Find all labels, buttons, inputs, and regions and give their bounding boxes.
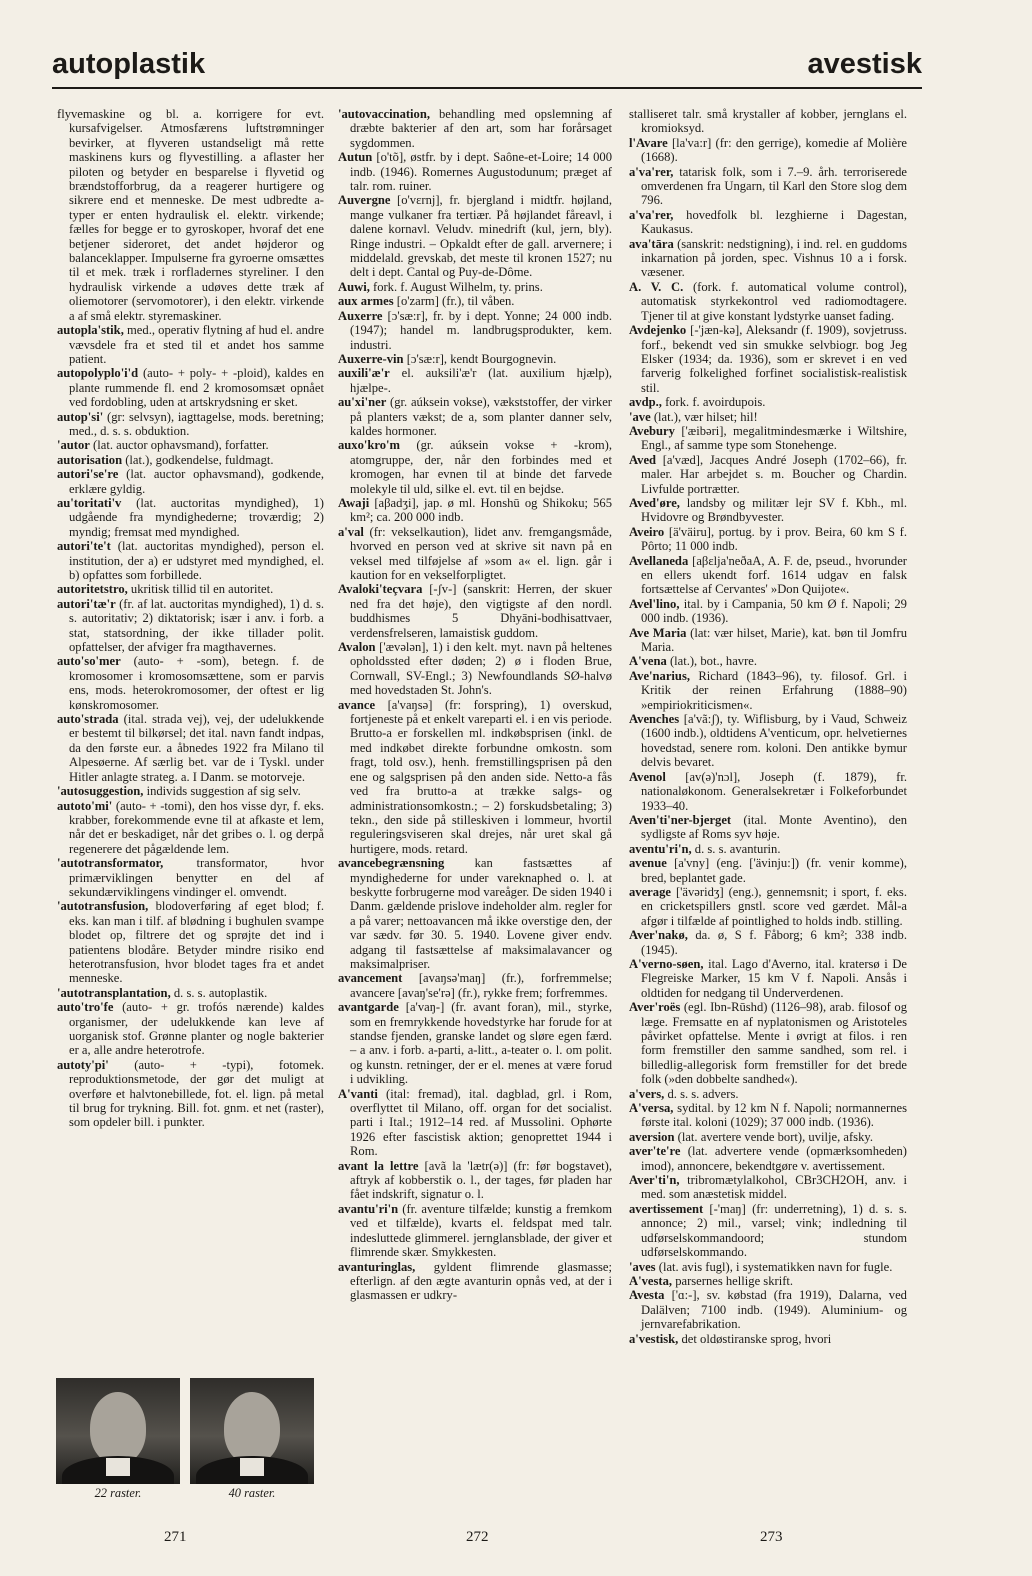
dictionary-entry xyxy=(338,1260,612,1303)
entry-definition: [o'vɛrnj], fr. bjergland i midtfr. højland, mange vulkaner fra tertiær. På højlandet fåreavl, i dalene kornavl. Veludv. minedrift (kul, jern, bly). Ringe industri. – Opkaldt efter de gall. arvernere; i middelald. grevskab, det meste til kronen 1527; nu delt i dept. Cantal og Puy-de-Dôme. xyxy=(350,193,612,280)
entry-definition: flyvemaskine og bl. a. korrigere for evt. kursafvigelser. Atmosfærens luftstrømninger bevirker, at flyveren ustandseligt må rette maskinens kurs og flyvestilling. a aflaster her piloten og betyder en besparelse i flyvetid og brændstofforbrug, da a reagerer hurtigere og sikrere end et menneske. De mest udbredte a-typer er enten hydraulisk el. elektr. virkende; fælles for begge er to gyroskoper, hvoraf det ene betjener sideroret, det andet højderor og balanceklapper. Impulserne fra gyroerne omsættes til et mek. træk i rorfladernes styreliner. I den hydraulisk virkende a udøves dette træk af oliemotorer (servomotorer), i den elektr. virkende a af små elektr. styremaskiner. xyxy=(57,107,324,323)
entry-headword: Avellaneda xyxy=(629,553,689,568)
entry-definition: Richard (1843–96), ty. filosof. Grl. i Kritik der reinen Erfahrung (1888–90) »empiriokriticismen«. xyxy=(641,668,907,712)
entry-headword: Awaji xyxy=(338,495,370,510)
entry-definition: (auto- + -tomi), den hos visse dyr, f. eks. krabber, forekommende evne til at afkaste et lem, når det er beskadiget, når det gribes o. l. og derpå regenerere det pågældende lem. xyxy=(69,798,324,856)
entry-definition: tatarisk folk, som i 7.–9. årh. terroriserede omverdenen fra Ungarn, til Karl den Store slog dem 796. xyxy=(641,164,907,208)
dictionary-entry xyxy=(338,150,612,193)
dictionary-entry xyxy=(57,899,324,985)
entry-definition: d. s. s. avanturin. xyxy=(694,841,781,856)
entry-definition: med., operativ flytning af hud el. andre vævsdele fra et sted til et andet hos samme patient. xyxy=(69,323,324,366)
dictionary-entry xyxy=(629,842,907,856)
dictionary-entry xyxy=(629,1202,907,1260)
entry-definition: (auto- + -typi), fotomek. reproduktionsmetode, der gør det muligt at overføre et halvtonebillede, fot. el. lign. på metal til brug for trykning. Bill. fot. gnm. et net (raster), som opdeler bill. i punkter. xyxy=(69,1057,324,1130)
dictionary-entry xyxy=(629,1288,907,1331)
entry-definition: (fr. aventure tilfælde; kunstig a fremkom ved et tilfælde), kvarts el. feldspat med talr. indesluttede glimmerel. jernglansblade, der giver et flimrende skær. Smykkesten. xyxy=(350,1201,612,1260)
dictionary-entry xyxy=(338,582,612,640)
entry-definition: (ital. strada vej), vej, der udelukkende er bestemt til bilkørsel; det ital. navn fandt indpas, da den første eur. a åbnedes 1922 fra Milano til Alpesøerne. Af særlig bet. var de i Tyskl. under Hitler anlagte strateg. a. I Danm. se motorveje. xyxy=(69,712,324,784)
entry-definition: (lat. auctoritas myndighed), 1) udgående fra myndighederne; troværdig; 2) myndig; fremsat med myndighed. xyxy=(69,495,324,539)
entry-definition: ['ævələn], 1) i den kelt. myt. navn på heltenes opholdssted efter døden; 2) ø i floden Brue, Cornwall, SV-Engl.; 3) Newfoundlands SØ-halvø med hovedstaden St. John's. xyxy=(350,640,612,698)
entry-definition: ital. Lago d'Averno, ital. kratersø i De Flegreiske Marker, 15 km V f. Napoli. Ansås i oldtiden for nedgang til Underverdenen. xyxy=(641,956,908,1000)
dictionary-entry xyxy=(57,107,324,323)
entry-definition: (lat.), godkendelse, fuldmagt. xyxy=(125,452,274,467)
page-number-left: 271 xyxy=(164,1529,187,1545)
dictionary-entry xyxy=(629,856,907,885)
entry-headword: Avesta xyxy=(629,1288,665,1303)
dictionary-entry xyxy=(629,1087,907,1101)
entry-definition: stalliseret talr. små krystaller af kobber, jernglans el. kromioksyd. xyxy=(629,107,907,136)
dictionary-entry xyxy=(629,928,907,957)
dictionary-entry xyxy=(57,986,324,1000)
entry-headword: autori'se're xyxy=(57,467,119,482)
entry-headword: a'va'rer, xyxy=(629,164,674,179)
dictionary-entry xyxy=(629,165,907,208)
entry-headword: autoty'pi' xyxy=(57,1057,109,1072)
entry-headword: Avdejenko xyxy=(629,323,687,338)
dictionary-entry xyxy=(57,539,324,582)
entry-headword: autopolyplo'i'd xyxy=(57,366,139,381)
entry-definition: [o'tõ], østfr. by i dept. Saône-et-Loire; 14 000 indb. (1946). Romernes Augustodunum; præget af talr. rom. ruiner. xyxy=(350,150,612,194)
dictionary-entry xyxy=(57,582,324,596)
column-1 xyxy=(57,107,324,1130)
column-2 xyxy=(338,107,612,1303)
entry-headword: aver'te're xyxy=(629,1144,681,1159)
entry-headword: au'xi'ner xyxy=(338,395,387,410)
dictionary-entry xyxy=(629,424,907,453)
entry-definition: ital. by i Campania, 50 km Ø f. Napoli; 29 000 indb. (1936). xyxy=(641,596,907,626)
entry-definition: ukritisk tillid til en autoritet. xyxy=(130,582,274,597)
entry-definition: ['ävəridʒ] (eng.), gennemsnit; i sport, f. eks. en cricketspillers gnstl. score ved gærdet. Mål-a afgør i tilfælde af pointlighed to holds indb. stilling. xyxy=(641,884,907,928)
entry-headword: Avenches xyxy=(629,712,680,727)
photo-caption-right: 40 raster. xyxy=(228,1486,276,1500)
entry-headword: avancebegrænsning xyxy=(338,856,445,871)
entry-headword: autoto'mi' xyxy=(57,798,113,813)
entry-headword: avertissement xyxy=(629,1201,704,1216)
entry-headword: autoritetstro, xyxy=(57,582,128,597)
entry-headword: a'vestisk, xyxy=(629,1331,679,1346)
dictionary-entry xyxy=(629,1274,907,1288)
dictionary-entry xyxy=(629,208,907,237)
dictionary-entry xyxy=(629,626,907,655)
entry-headword: Avaloki'teçvara xyxy=(338,582,423,597)
entry-headword: 'autosuggestion, xyxy=(57,784,144,799)
dictionary-entry xyxy=(57,856,324,899)
dictionary-entry xyxy=(338,1000,612,1086)
entry-definition: (lat.), bot., havre. xyxy=(669,654,758,669)
dictionary-entry xyxy=(629,395,907,409)
entry-headword: Auwi, xyxy=(338,279,370,294)
entry-headword: 'ave xyxy=(629,409,651,424)
running-header xyxy=(52,40,922,90)
dictionary-entry xyxy=(57,323,324,366)
entry-headword: Aver'roës xyxy=(629,1000,681,1015)
dictionary-entry xyxy=(338,640,612,698)
dictionary-entry xyxy=(629,597,907,626)
dictionary-entry xyxy=(338,366,612,395)
entry-definition: tribromætylalkohol, CBr3CH2OH, anv. i med. som anæstetisk middel. xyxy=(641,1173,907,1202)
entry-headword: auto'tro'fe xyxy=(57,1000,114,1015)
entry-definition: [avaŋsə'maŋ] (fr.), forfremmelse; avancere [avaŋ'se'rə] (fr.), rykke frem; forfremmes. xyxy=(350,971,612,1000)
entry-definition: fork. f. August Wilhelm, ty. prins. xyxy=(373,279,543,294)
dictionary-entry xyxy=(629,136,907,165)
entry-definition: behandling med opslemning af dræbte bakterier af den art, som har forårsaget sygdommen. xyxy=(350,107,612,150)
dictionary-entry xyxy=(57,410,324,439)
entry-headword: A'vanti xyxy=(338,1086,378,1101)
entry-definition: [avã la 'lætr(ə)] (fr: før bogstavet), aftryk af kobberstik o. l., der tages, før pladen har fået indskrift, signatur o. l. xyxy=(350,1158,613,1202)
entry-headword: au'toritati'v xyxy=(57,495,122,510)
dictionary-entry xyxy=(57,1000,324,1058)
entry-definition: da. ø, S f. Fåborg; 6 km²; 338 indb. (1945). xyxy=(641,928,908,957)
entry-definition: (lat. auctor ophavsmand), godkende, erklære gyldig. xyxy=(69,467,324,496)
entry-headword: Ave'narius, xyxy=(629,668,690,683)
entry-headword: A. V. C. xyxy=(629,279,684,294)
entry-headword: a'vers, xyxy=(629,1086,665,1101)
entry-headword: avant la lettre xyxy=(338,1158,419,1173)
entry-definition: ['æibəri], megalitmindesmærke i Wiltshire, Engl., af samme type som Stonehenge. xyxy=(641,423,907,453)
dictionary-entry xyxy=(629,554,907,597)
dictionary-entry xyxy=(57,597,324,655)
entry-headword: Avebury xyxy=(629,423,675,438)
entry-definition: [av(ə)'nɔl], Joseph (f. 1879), fr. nationaløkonom. Generalsekretær i Folkeforbundet 1933–40. xyxy=(641,769,907,813)
entry-headword: auto'so'mer xyxy=(57,654,121,669)
entry-headword: Aved'øre, xyxy=(629,495,680,510)
dictionary-entry xyxy=(57,799,324,857)
dictionary-entry xyxy=(338,496,612,525)
dictionary-entry xyxy=(629,453,907,496)
entry-definition: (auto- + poly- + -ploid), kaldes en plante rummende fl. end 2 kromosomsæt opnået ved fordobling, uden at artskrydsning er sket. xyxy=(69,366,324,410)
entry-definition: [aβɛlja'neðaA, A. F. de, pseud., hvorunder en ellers ukendt forf. 1614 udgav en falsk fortsættelse af Cervantes' »Don Quijote«. xyxy=(641,553,907,597)
entry-definition: (fr. af lat. auctoritas myndighed), 1) d. s. s. autoritativ; 2) diktatorisk; især i anv. i forb. a stat, statsordning, der ikke tillader polit. opfattelser, der afviger fra magthavernes. xyxy=(69,596,324,655)
entry-definition: (lat. avis fugl), i systematikken navn for fugle. xyxy=(658,1259,893,1274)
entry-headword: autopla'stik, xyxy=(57,323,124,338)
entry-definition: fork. f. avoirdupois. xyxy=(665,395,766,410)
dictionary-entry xyxy=(629,957,907,1000)
dictionary-entry xyxy=(338,1159,612,1202)
entry-definition: [aβadʒi], jap. ø ml. Honshū og Shikoku; 565 km²; ca. 200 000 indb. xyxy=(350,495,612,525)
dictionary-entry xyxy=(57,366,324,409)
entry-definition: landsby og militær lejr SV f. Kbh., ml. Hvidovre og Brøndbyvester. xyxy=(641,495,907,525)
dictionary-entry xyxy=(629,712,907,770)
entry-definition: [-'jæn-kə], Aleksandr (f. 1909), sovjetruss. forf., bekendt ved sin smukke selvbiogr. bog Jeg Elsker (1934; da. 1936), som er skrevet i en ved farverig folkelighed forfinet socialistisk-realistisk stil. xyxy=(641,323,907,395)
entry-definition: [ɔ'sæ:r], kendt Bourgognevin. xyxy=(406,351,557,366)
dictionary-entry xyxy=(57,453,324,467)
entry-definition: transformator, hvor primærviklingen benytter en del af sekundærviklingens vindinger el. omvendt. xyxy=(69,856,324,899)
entry-definition: el. auksili'æ'r (lat. auxilium hjælp), hjælpe-. xyxy=(350,366,612,395)
entry-definition: individs suggestion af sig selv. xyxy=(146,784,301,799)
header-left-guideword: autoplastik xyxy=(52,48,206,80)
entry-headword: a'val xyxy=(338,524,364,539)
entry-headword: Aveiro xyxy=(629,524,665,539)
dictionary-entry xyxy=(629,1260,907,1274)
entry-headword: avance xyxy=(338,697,376,712)
entry-headword: aversion xyxy=(629,1129,675,1144)
portrait-photo-40-raster xyxy=(190,1378,314,1484)
entry-headword: autorisation xyxy=(57,452,123,467)
entry-headword: average xyxy=(629,884,671,899)
dictionary-entry xyxy=(629,496,907,525)
entry-definition: hovedfolk bl. lezghierne i Dagestan, Kaukasus. xyxy=(641,207,907,237)
entry-headword: Auxerre-vin xyxy=(338,351,404,366)
entry-definition: (lat. auctoritas myndighed), person el. institution, der a) er udstyret med myndighed, el. b) opfattes som forbillede. xyxy=(69,539,324,582)
entry-definition: kan fastsættes af myndighederne for under vareknaphed o. l. at beskytte forbrugerne mod vareåger. De siden 1940 i Danm. gældende prislove indeholder alm. regler for a på varer; nettoavancen må ikke overstige den, der var sædv. før 30. 5. 1940. Lovene giver endv. adgang til fastsættelse af maksimalavancer og maksimalpriser. xyxy=(350,856,612,971)
dictionary-entry xyxy=(629,410,907,424)
entry-definition: [o'zarm] (fr.), til våben. xyxy=(396,294,515,309)
entry-definition: [a'væd], Jacques André Joseph (1702–66), fr. maler. Har arbejdet s. m. Boucher og Chardin. Livfulde portrætter. xyxy=(641,452,908,496)
entry-definition: [-ʃv-] (sanskrit: Herren, der skuer ned fra det høje), den vigtigste af den nordl. buddhismes 5 Dhyāni-bodhisattvaer, verdensfrelseren, lamaistisk guddom. xyxy=(350,582,612,640)
portrait-photo-22-raster xyxy=(56,1378,180,1484)
entry-headword: avantgarde xyxy=(338,1000,399,1015)
dictionary-entry xyxy=(629,770,907,813)
entry-headword: A'verno-søen, xyxy=(629,956,704,971)
entry-definition: [-'maŋ] (fr: underretning), 1) d. s. s. annonce; 2) mil., varsel; vink; indledning til udførselskommandoord; stundom udførselskommando. xyxy=(641,1201,907,1260)
dictionary-entry xyxy=(338,856,612,971)
entry-definition: (ital: fremad), ital. dagblad, grl. i Rom, overflyttet til Milano, off. organ for det socialist. parti i Ital.; 1912–14 red. af Mussolini. Ophørte 1926 efter fascistisk aktion; genoprettet 1944 i Rom. xyxy=(350,1086,613,1159)
dictionary-entry xyxy=(629,1130,907,1144)
dictionary-entry xyxy=(57,712,324,784)
dictionary-entry xyxy=(338,309,612,352)
entry-headword: auxo'kro'm xyxy=(338,438,401,453)
entry-definition: gyldent flimrende glasmasse; efterlign. af den ægte avanturin opnås ved, at der i glasmassen er udkry- xyxy=(350,1259,613,1303)
entry-definition: (gr. aúksein vokse + -krom), atomgruppe, der, når den forbindes med et kromogen, har evnen til at binde det farvede molekyle til uld, silke el. evt. til en bejdse. xyxy=(350,438,612,496)
entry-definition: sydital. by 12 km N f. Napoli; normannernes første ital. koloni (1029); 37 000 indb. (1936). xyxy=(641,1101,907,1130)
dictionary-entry xyxy=(338,1202,612,1260)
entry-headword: autori'tæ'r xyxy=(57,596,116,611)
entry-headword: Avel'lino, xyxy=(629,596,680,611)
entry-headword: Avenol xyxy=(629,769,666,784)
entry-headword: 'autovaccination, xyxy=(338,107,431,121)
dictionary-entry xyxy=(338,352,612,366)
raster-photo-comparison xyxy=(56,1378,304,1498)
entry-headword: avanturinglas, xyxy=(338,1259,416,1274)
dictionary-entry xyxy=(629,280,907,323)
dictionary-entry xyxy=(338,193,612,279)
entry-definition: (fr: vekselkaution), lidet anv. fremgangsmåde, hvorved en person ved at skrive sit navn på en veksel med tilføjelse af »som a« el. lign. går i kaution for en vekselforpligtet. xyxy=(350,524,612,582)
dictionary-entry xyxy=(629,1000,907,1086)
entry-headword: ava'tāra xyxy=(629,236,674,251)
entry-headword: Avalon xyxy=(338,640,376,655)
entry-headword: Aver'nakø, xyxy=(629,928,688,943)
column-3 xyxy=(629,107,907,1346)
entry-definition: det oldøstiranske sprog, hvori xyxy=(681,1331,832,1346)
entry-headword: avdp., xyxy=(629,395,662,410)
dictionary-entry xyxy=(338,525,612,583)
entry-headword: Auxerre xyxy=(338,308,383,323)
entry-definition: [la'va:r] (fr: den gerrige), komedie af Molière (1668). xyxy=(641,135,907,165)
entry-headword: aux armes xyxy=(338,294,394,309)
entry-headword: aventu'ri'n, xyxy=(629,841,692,856)
entry-headword: avenue xyxy=(629,856,667,871)
page-number-middle: 272 xyxy=(466,1529,489,1545)
entry-definition: (lat. advertere vende (opmærksomheden) imod), annoncere, bekendtgøre v. avertissement. xyxy=(641,1144,907,1173)
entry-headword: 'aves xyxy=(629,1259,656,1274)
entry-headword: 'autotransformator, xyxy=(57,856,164,871)
header-rule xyxy=(52,87,922,89)
header-right-guideword: avestisk xyxy=(807,48,922,80)
dictionary-entry xyxy=(629,1101,907,1130)
dictionary-entry xyxy=(338,107,612,150)
photo-caption-left: 22 raster. xyxy=(94,1486,142,1500)
entry-headword: auxili'æ'r xyxy=(338,366,390,381)
entry-headword: 'autotransfusion, xyxy=(57,899,149,914)
dictionary-entry xyxy=(57,438,324,452)
entry-definition: (ital. Monte Aventino), den sydligste af Roms syv høje. xyxy=(641,812,907,842)
entry-definition: [ä'väiru], portug. by i prov. Beira, 60 km S f. Pôrto; 11 000 indb. xyxy=(641,524,907,554)
dictionary-entry xyxy=(57,784,324,798)
entry-headword: auto'strada xyxy=(57,712,119,727)
entry-definition: (gr: selvsyn), iagttagelse, mods. beretning; med., d. s. s. obduktion. xyxy=(69,409,324,438)
entry-definition: parsernes hellige skrift. xyxy=(675,1273,794,1288)
entry-definition: [ɔ'sæ:r], fr. by i dept. Yonne; 24 000 indb. (1947); handel m. landbrugsprodukter, kem. industri. xyxy=(350,308,612,352)
entry-definition: (egl. Ibn-Rūshd) (1126–98), arab. filosof og læge. Fremsatte en af nyplatonismen og Aristoteles påvirket opfattelse. Mente i øvrigt at filos. i ren form fremstiller den samme sandhed, som rel. i billedlig-allegorisk form fremstiller for det brede folk (»den dobbelte sandhed«). xyxy=(641,1000,907,1087)
dictionary-entry xyxy=(629,1144,907,1173)
entry-definition: (lat.), vær hilset; hil! xyxy=(653,409,758,424)
entry-definition: (lat: vær hilset, Marie), kat. bøn til Jomfru Maria. xyxy=(641,625,908,655)
entry-headword: 'autotransplantation, xyxy=(57,985,171,1000)
dictionary-entry xyxy=(629,885,907,928)
entry-definition: d. s. s. autoplastik. xyxy=(173,985,268,1000)
dictionary-entry xyxy=(338,395,612,438)
dictionary-entry xyxy=(338,438,612,496)
entry-headword: Aven'ti'ner-bjerget xyxy=(629,812,732,827)
entry-definition: (gr. aúksein vokse), vækststoffer, der virker på planters vækst; de a, som planter danner selv, kaldes hormoner. xyxy=(350,395,612,438)
entry-headword: avantu'ri'n xyxy=(338,1201,399,1216)
page-number-right: 273 xyxy=(760,1529,783,1545)
entry-definition: (fork. f. automatical volume control), automatisk styrkekontrol ved radiomodtagere. Tjener til at give konstant lydstyrke uanset fading. xyxy=(641,279,907,323)
dictionary-entry xyxy=(338,971,612,1000)
dictionary-entry xyxy=(338,280,612,294)
dictionary-entry xyxy=(629,323,907,395)
entry-definition: [a'vaŋ-] (fr. avant foran), mil., styrke, som en fremrykkende hovedstyrke har forude for at standse fjenden, granske landet og sløre egen færd. – a anv. i forb. a-parti, a-litt., a-teater o. l. om polit. og kunstn. retninger, der er el. menes at være forud i udvikling. xyxy=(350,1000,612,1087)
entry-definition: blodoverføring af eget blod; f. eks. kan man i tilf. af blødning i bughulen svampe blodet op, filtrere det og sprøjte det ind i patientens blodåre. Betyder mindre risiko end heterotransfusion, hvor blodet tages fra et andet menneske. xyxy=(69,899,324,986)
dictionary-entry xyxy=(338,1087,612,1159)
entry-headword: Autun xyxy=(338,150,373,165)
entry-headword: avancement xyxy=(338,971,403,986)
entry-headword: l'Avare xyxy=(629,135,668,150)
entry-headword: a'va'rer, xyxy=(629,207,674,222)
entry-definition: ['ɑ:-], sv. købstad (fra 1919), Dalarna, ved Dalälven; 7100 indb. (1949). Aluminium- og jernvarefabrikation. xyxy=(641,1288,907,1332)
entry-definition: d. s. s. advers. xyxy=(667,1086,739,1101)
entry-headword: 'autor xyxy=(57,438,90,453)
dictionary-entry xyxy=(57,654,324,712)
dictionary-entry xyxy=(629,654,907,668)
entry-definition: [a'vny] (eng. ['ävinju:]) (fr. venir komme), bred, beplantet gade. xyxy=(641,856,907,885)
entry-definition: (lat. auctor ophavsmand), forfatter. xyxy=(93,438,269,453)
entry-headword: A'vesta, xyxy=(629,1273,673,1288)
entry-definition: [a'vã:ʃ), ty. Wiflisburg, by i Vaud, Schweiz (1600 indb.), oldtidens A'venticum, opr. helvetiernes hovedstad, senere rom. koloni. Den antikke bymur delvis bevaret. xyxy=(641,712,907,770)
entry-definition: (auto- + gr. trofós nærende) kaldes organismer, der udelukkende kan leve af uorganisk stof. Grønne planter og nogle bakterier er a, alle andre heterotrofe. xyxy=(69,1000,324,1058)
entry-definition: (lat. avertere vende bort), uvilje, afsky. xyxy=(677,1129,873,1144)
dictionary-entry xyxy=(629,1332,907,1346)
dictionary-entry xyxy=(57,467,324,496)
dictionary-entry xyxy=(57,1058,324,1130)
dictionary-entry xyxy=(338,698,612,856)
entry-headword: Aved xyxy=(629,452,657,467)
entry-headword: autori'te't xyxy=(57,539,111,554)
dictionary-entry xyxy=(629,669,907,712)
entry-definition: (auto- + -som), betegn. f. de kromosomer i kromosomsættene, som er parvis ens, mods. heterokromosomer, der oftest er lig kønskromosomer. xyxy=(69,654,324,712)
dictionary-entry xyxy=(629,1173,907,1202)
entry-headword: Aver'ti'n, xyxy=(629,1173,680,1188)
dictionary-entry xyxy=(629,107,907,136)
entry-headword: Ave Maria xyxy=(629,625,687,640)
entry-definition: (sanskrit: nedstigning), i ind. rel. en guddoms inkarnation på jorden, spec. Vishnus 10 a i forsk. væsener. xyxy=(641,236,907,280)
entry-definition: [a'vaŋsə] (fr: forspring), 1) overskud, fortjeneste på et enkelt vareparti el. i en vis periode. Brutto-a er forskellen ml. indkøbsprisen (inkl. de med indkøbet direkte forbundne omkostn. som fragt, told osv.), henh. fremstillingsprisen på den ene og salgsprisen på den anden side. Netto-a fås ved fra brutto-a at trække salgs- og administrationsomkostn.; – 2) forskudsbetaling; 3) tekn., den side på stilleskiven i lommeur, hvortil reguleringsviseren skal drejes, når uret skal gå hurtigere, mods. retard. xyxy=(350,697,612,856)
entry-headword: Auvergne xyxy=(338,193,391,208)
entry-headword: A'versa, xyxy=(629,1101,674,1116)
entry-headword: autop'si' xyxy=(57,409,104,424)
dictionary-entry xyxy=(629,237,907,280)
dictionary-entry xyxy=(629,813,907,842)
dictionary-entry xyxy=(57,496,324,539)
entry-headword: A'vena xyxy=(629,654,667,669)
dictionary-entry xyxy=(338,294,612,308)
dictionary-entry xyxy=(629,525,907,554)
